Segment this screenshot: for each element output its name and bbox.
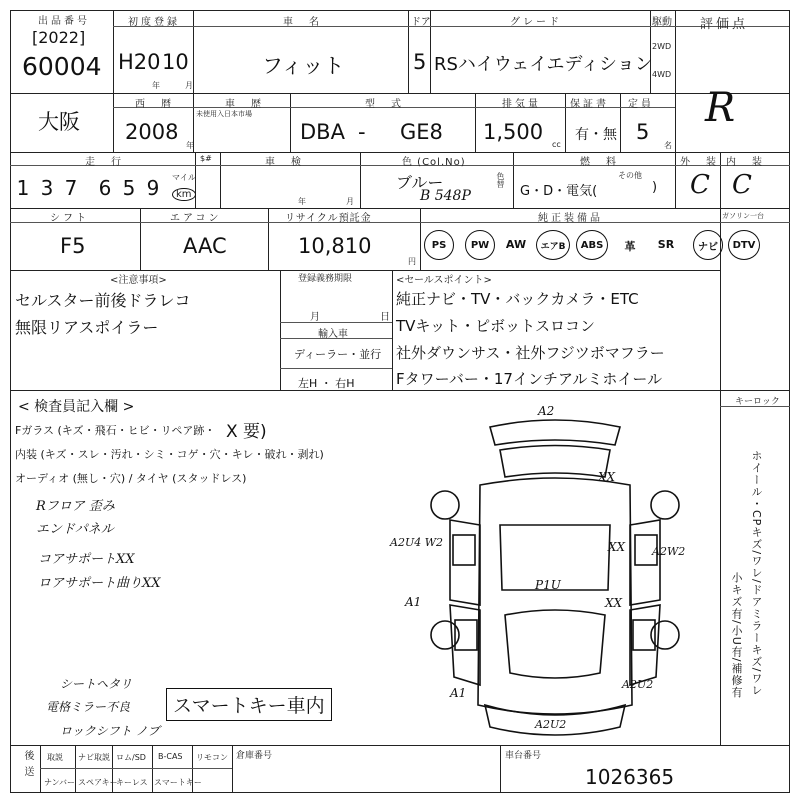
doors-value: 5 xyxy=(413,50,427,74)
diagram-mark: XX xyxy=(608,540,626,554)
lot-number: 60004 xyxy=(22,52,102,81)
footer-item: B-CAS xyxy=(158,752,183,761)
sales-line: 純正ナビ・TV・バックカメラ・ETC xyxy=(396,290,639,308)
inner-line xyxy=(280,368,392,369)
color-code: B 548P xyxy=(420,188,471,204)
row-divider xyxy=(10,390,790,391)
sales-line: Fタワーバー・17インチアルミホイール xyxy=(396,370,663,388)
equip-sr: SR xyxy=(657,238,675,251)
mileage-digit: 5 xyxy=(122,176,136,200)
smart-key-stamp: スマートキー車内 xyxy=(166,688,332,721)
footer-item: スマートキー xyxy=(154,778,202,787)
interior-value: C xyxy=(732,170,752,200)
col-divider xyxy=(290,93,291,152)
reg-day: 日 xyxy=(380,312,390,323)
mileage-digit: 1 xyxy=(16,176,30,200)
doors-label: ドア xyxy=(411,17,431,28)
col-divider xyxy=(620,93,621,152)
row-divider xyxy=(10,152,790,153)
hand-note: Rフロア 歪み xyxy=(36,499,115,514)
model-dash: - xyxy=(358,120,366,144)
row-divider xyxy=(10,745,790,746)
row-divider xyxy=(10,208,790,209)
footer-item: 取説 xyxy=(47,753,63,762)
equip-pw: PW xyxy=(465,230,495,260)
hand-note: ロックシフト ノブ xyxy=(60,724,160,738)
model-label: 型 式 xyxy=(365,99,404,110)
caution-label: <注意事項> xyxy=(110,275,167,286)
drive-2wd: 2WD xyxy=(652,42,672,51)
auction-no-label: 出品番号 xyxy=(38,16,90,27)
year-unit2: 年 xyxy=(186,141,194,150)
col-divider xyxy=(113,93,114,152)
border-top xyxy=(10,10,790,11)
diagram-mark: A2U2 xyxy=(622,678,654,691)
cc-unit: cc xyxy=(552,140,561,149)
mile-label: マイル xyxy=(172,173,196,182)
hand-note: エンドパネル xyxy=(36,522,114,537)
col-divider xyxy=(232,745,233,792)
mileage-digit: 6 xyxy=(98,176,112,200)
diagram-mark: XX xyxy=(598,470,616,484)
footer-item: リモコン xyxy=(196,753,228,762)
year-label: [2022] xyxy=(32,28,86,47)
s-mark: $# xyxy=(200,154,212,163)
grade-value: RSハイウェイエディション xyxy=(434,54,653,75)
diagram-mark: A2W2 xyxy=(652,545,686,558)
equip-dtv: DTV xyxy=(728,230,760,260)
diagram-mark: A2 xyxy=(538,404,555,418)
gasoline-label: ガソリン一台 xyxy=(722,212,764,220)
displacement-label: 排気量 xyxy=(502,99,541,110)
equip-navi: ナビ xyxy=(693,230,723,260)
western-year: 2008 xyxy=(125,120,179,144)
side-vertical-text: ホイール・CPキズ/ワレ/ドアミラーキズ/ワレ xyxy=(750,450,763,697)
col-divider xyxy=(140,208,141,270)
col-divider xyxy=(513,152,514,208)
col-divider xyxy=(720,152,721,208)
sales-label: <セールスポイント> xyxy=(396,275,492,286)
warranty: 有・無 xyxy=(575,127,617,143)
month-unit: 月 xyxy=(185,81,193,90)
mileage-digit: 3 xyxy=(40,176,54,200)
mileage-digit: 7 xyxy=(64,176,78,200)
equip-airbag: エアB xyxy=(536,230,570,260)
shift-value: F5 xyxy=(60,234,86,258)
capacity: 5 xyxy=(636,120,650,144)
label-underline xyxy=(10,222,790,223)
equip-leather: 革 xyxy=(624,240,636,253)
aircon-label: エアコン xyxy=(170,213,222,224)
hand-note: ロアサポート曲りXX xyxy=(38,576,161,591)
displacement: 1,500 xyxy=(483,120,544,144)
color-value: ブルー xyxy=(396,173,444,192)
yen-unit: 円 xyxy=(408,257,416,266)
footer-item: キーレス xyxy=(116,778,148,787)
row-divider xyxy=(10,93,790,94)
footer-item: ナビ取説 xyxy=(78,753,110,762)
year-unit: 年 xyxy=(152,81,160,90)
recycle-label: リサイクル預託金 xyxy=(285,213,372,224)
interior-label: 内 装 xyxy=(726,157,765,168)
inspector-title: < 検査員記入欄 > xyxy=(18,399,135,415)
history-sub: 未使用入日本市場 xyxy=(196,110,252,118)
mileage-label: 走 行 xyxy=(85,157,124,168)
dealer-option: ディーラー・並行 xyxy=(294,348,382,361)
car-name-label: 車 名 xyxy=(283,17,322,28)
history-label: 車 歴 xyxy=(225,99,264,110)
score-label: 評価点 xyxy=(700,17,749,32)
col-divider xyxy=(720,390,721,745)
import-label: 輸入車 xyxy=(318,329,348,340)
col-divider xyxy=(113,10,114,93)
equipment-label: 純正装備品 xyxy=(538,213,603,224)
fuel-close: ) xyxy=(652,180,658,195)
exterior-label: 外 装 xyxy=(680,157,719,168)
border-bottom xyxy=(10,792,790,793)
sales-line: TVキット・ピボットスロコン xyxy=(396,317,595,335)
hand-note: コアサポートXX xyxy=(38,552,135,567)
diagram-mark: A1 xyxy=(450,686,467,700)
caution-line: セルスター前後ドラレコ xyxy=(15,291,191,310)
inspection-month: 月 xyxy=(346,197,354,206)
col-divider xyxy=(675,10,676,93)
capacity-label: 定員 xyxy=(628,99,654,110)
hand-note: 電格ミラー不良 xyxy=(46,700,131,714)
diagram-mark: A2U2 xyxy=(535,718,567,731)
first-reg-month: 10 xyxy=(162,50,189,74)
col-divider xyxy=(193,10,194,93)
inspection-label: 車 検 xyxy=(265,157,304,168)
caution-line: 無限リアスポイラー xyxy=(15,318,159,337)
drive-label: 駆動 xyxy=(652,17,672,28)
key-lock-label: キーロック xyxy=(735,397,780,407)
after-label: 後送 xyxy=(22,750,33,782)
col-divider xyxy=(408,10,409,93)
reg-deadline-label: 登録義務期限 xyxy=(298,274,353,284)
interior-line: 内装 (キズ・スレ・汚れ・シミ・コゲ・穴・キレ・破れ・剥れ) xyxy=(15,448,324,461)
fuel-value: G・D・電気( xyxy=(520,184,598,199)
color-label: 色 (Col.No) xyxy=(402,157,466,168)
handle-option: 左H ・ 右H xyxy=(298,377,355,390)
label-underline xyxy=(10,165,790,166)
model-code: GE8 xyxy=(400,120,443,144)
equip-aw: AW xyxy=(505,238,527,251)
col-divider xyxy=(420,208,421,270)
equip-ps: PS xyxy=(424,230,454,260)
warranty-label: 保証書 xyxy=(570,99,609,110)
exterior-value: C xyxy=(690,170,710,200)
col-divider xyxy=(268,208,269,270)
capacity-unit: 名 xyxy=(664,141,672,150)
col-divider xyxy=(220,152,221,208)
equip-abs: ABS xyxy=(576,230,608,260)
glass-mark: X 要) xyxy=(226,422,267,442)
chassis-label: 車台番号 xyxy=(505,751,542,761)
color-change: 色替 xyxy=(496,172,505,188)
recycle-value: 10,810 xyxy=(298,234,372,258)
fuel-other: その他 xyxy=(618,171,642,180)
reg-month: 月 xyxy=(310,312,320,323)
inner-line xyxy=(280,322,392,323)
col-divider xyxy=(475,93,476,152)
border-right xyxy=(789,10,790,792)
model-prefix: DBA xyxy=(300,120,345,144)
storage-label: 倉庫番号 xyxy=(236,751,273,761)
col-divider xyxy=(360,152,361,208)
western-year-label: 西 暦 xyxy=(135,99,174,110)
audio-line: オーディオ (無し・穴) / タイヤ (スタッドレス) xyxy=(15,472,247,485)
first-reg-value: H20 xyxy=(118,50,161,74)
car-name: フィット xyxy=(262,54,345,78)
col-divider xyxy=(675,93,676,152)
mileage-digit: 9 xyxy=(146,176,160,200)
label-underline xyxy=(113,26,675,27)
drive-4wd: 4WD xyxy=(652,70,672,79)
border-left xyxy=(10,10,11,792)
col-divider xyxy=(565,93,566,152)
chassis-number: 1026365 xyxy=(585,765,675,789)
aircon-value: AAC xyxy=(183,234,227,258)
footer-item: ロム/SD xyxy=(116,753,146,762)
col-divider xyxy=(392,270,393,390)
diagram-mark: A2U4 W2 xyxy=(390,536,444,549)
diagram-mark: XX xyxy=(605,596,623,610)
location: 大阪 xyxy=(38,110,80,134)
glass-line: Fガラス (キズ・飛石・ヒビ・リペア跡・ xyxy=(15,424,216,437)
col-divider xyxy=(280,270,281,390)
col-divider xyxy=(500,745,501,792)
score-value: R xyxy=(705,85,736,131)
grade-label: グレード xyxy=(510,17,562,28)
first-reg-label: 初度登録 xyxy=(128,17,180,28)
diagram-mark: A1 xyxy=(405,595,422,609)
inner-line xyxy=(40,768,232,769)
km-circled: km xyxy=(172,188,196,201)
fuel-label: 燃 料 xyxy=(580,157,619,168)
footer-item: スペアキー xyxy=(78,778,118,787)
footer-item: ナンバー xyxy=(44,778,76,787)
sales-line: 社外ダウンサス・社外フジツボマフラー xyxy=(396,344,665,362)
inspection-year: 年 xyxy=(298,197,306,206)
col-divider xyxy=(675,152,676,208)
shift-label: シフト xyxy=(50,213,89,224)
side-vertical-text2: 小キズ有/小U有/補修有 xyxy=(730,572,743,699)
diagram-mark: P1U xyxy=(535,578,561,592)
hand-note: シートヘタリ xyxy=(60,677,133,691)
